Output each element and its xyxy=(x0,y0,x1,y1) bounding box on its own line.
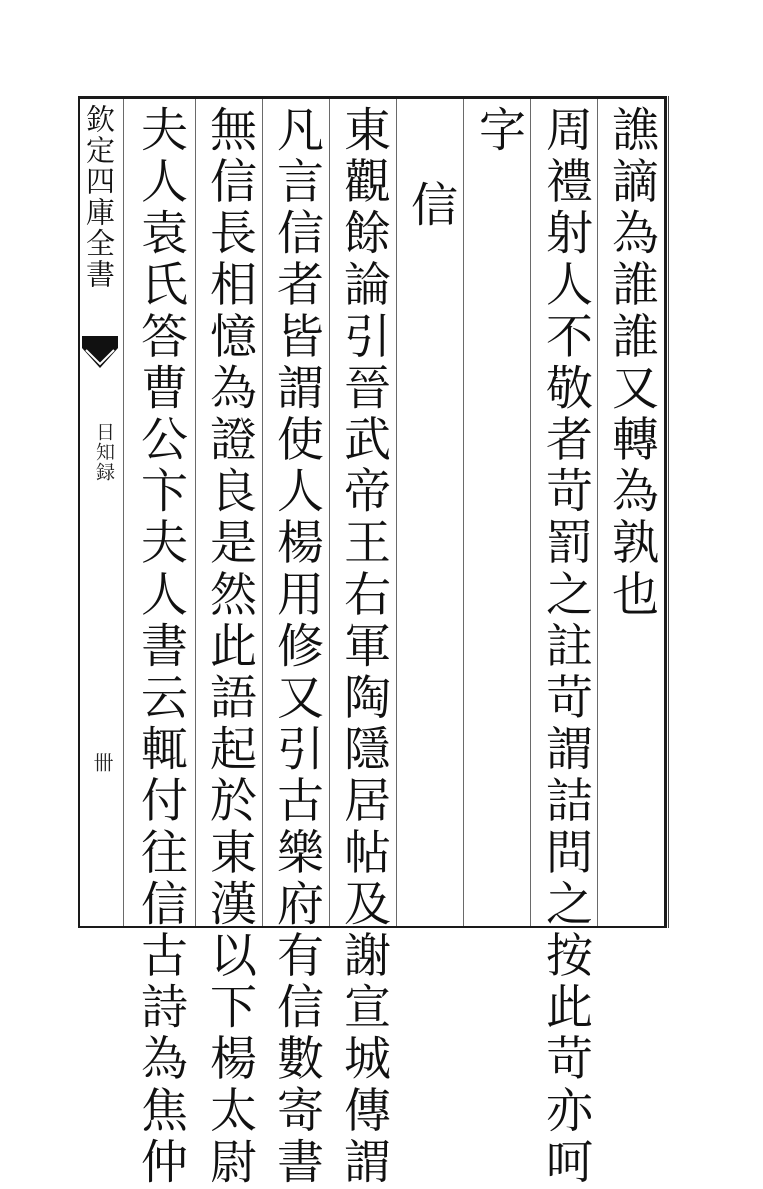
fishtail-mark-icon xyxy=(80,334,120,374)
margin-page-number: 卌 xyxy=(90,752,114,772)
text-column-3: 字 xyxy=(471,105,526,157)
frame-right-inner-rule xyxy=(668,96,669,928)
text-column-5: 東觀餘論引晉武帝王右軍陶隱居帖及謝宣城傳謂 xyxy=(336,105,391,1189)
frame-left-rule xyxy=(78,96,80,928)
margin-collection-title: 欽定四庫全書 xyxy=(82,104,116,290)
margin-book-title: 日知録 xyxy=(93,422,115,482)
column-divider xyxy=(329,99,330,926)
frame-right-rule xyxy=(664,96,667,928)
column-divider xyxy=(262,99,263,926)
column-divider xyxy=(123,99,124,926)
column-divider xyxy=(463,99,464,926)
column-divider xyxy=(597,99,598,926)
text-column-2: 周禮射人不敬者苛罰之註苛謂詰問之按此苛亦呵 xyxy=(538,105,593,1189)
text-column-7: 無信長相憶為證良是然此語起於東漢以下楊太尉 xyxy=(202,105,257,1189)
text-column-4: 信 xyxy=(403,180,458,232)
column-divider xyxy=(396,99,397,926)
column-divider xyxy=(195,99,196,926)
text-column-6: 凡言信者皆謂使人楊用修又引古樂府有信數寄書 xyxy=(269,105,324,1189)
frame-top-rule xyxy=(78,96,666,99)
column-divider xyxy=(530,99,531,926)
text-column-1: 譙謫為誰誰又轉為孰也 xyxy=(604,105,659,621)
text-column-8: 夫人袁氏答曹公卞夫人書云輒付往信古詩為焦仲 xyxy=(133,105,188,1189)
